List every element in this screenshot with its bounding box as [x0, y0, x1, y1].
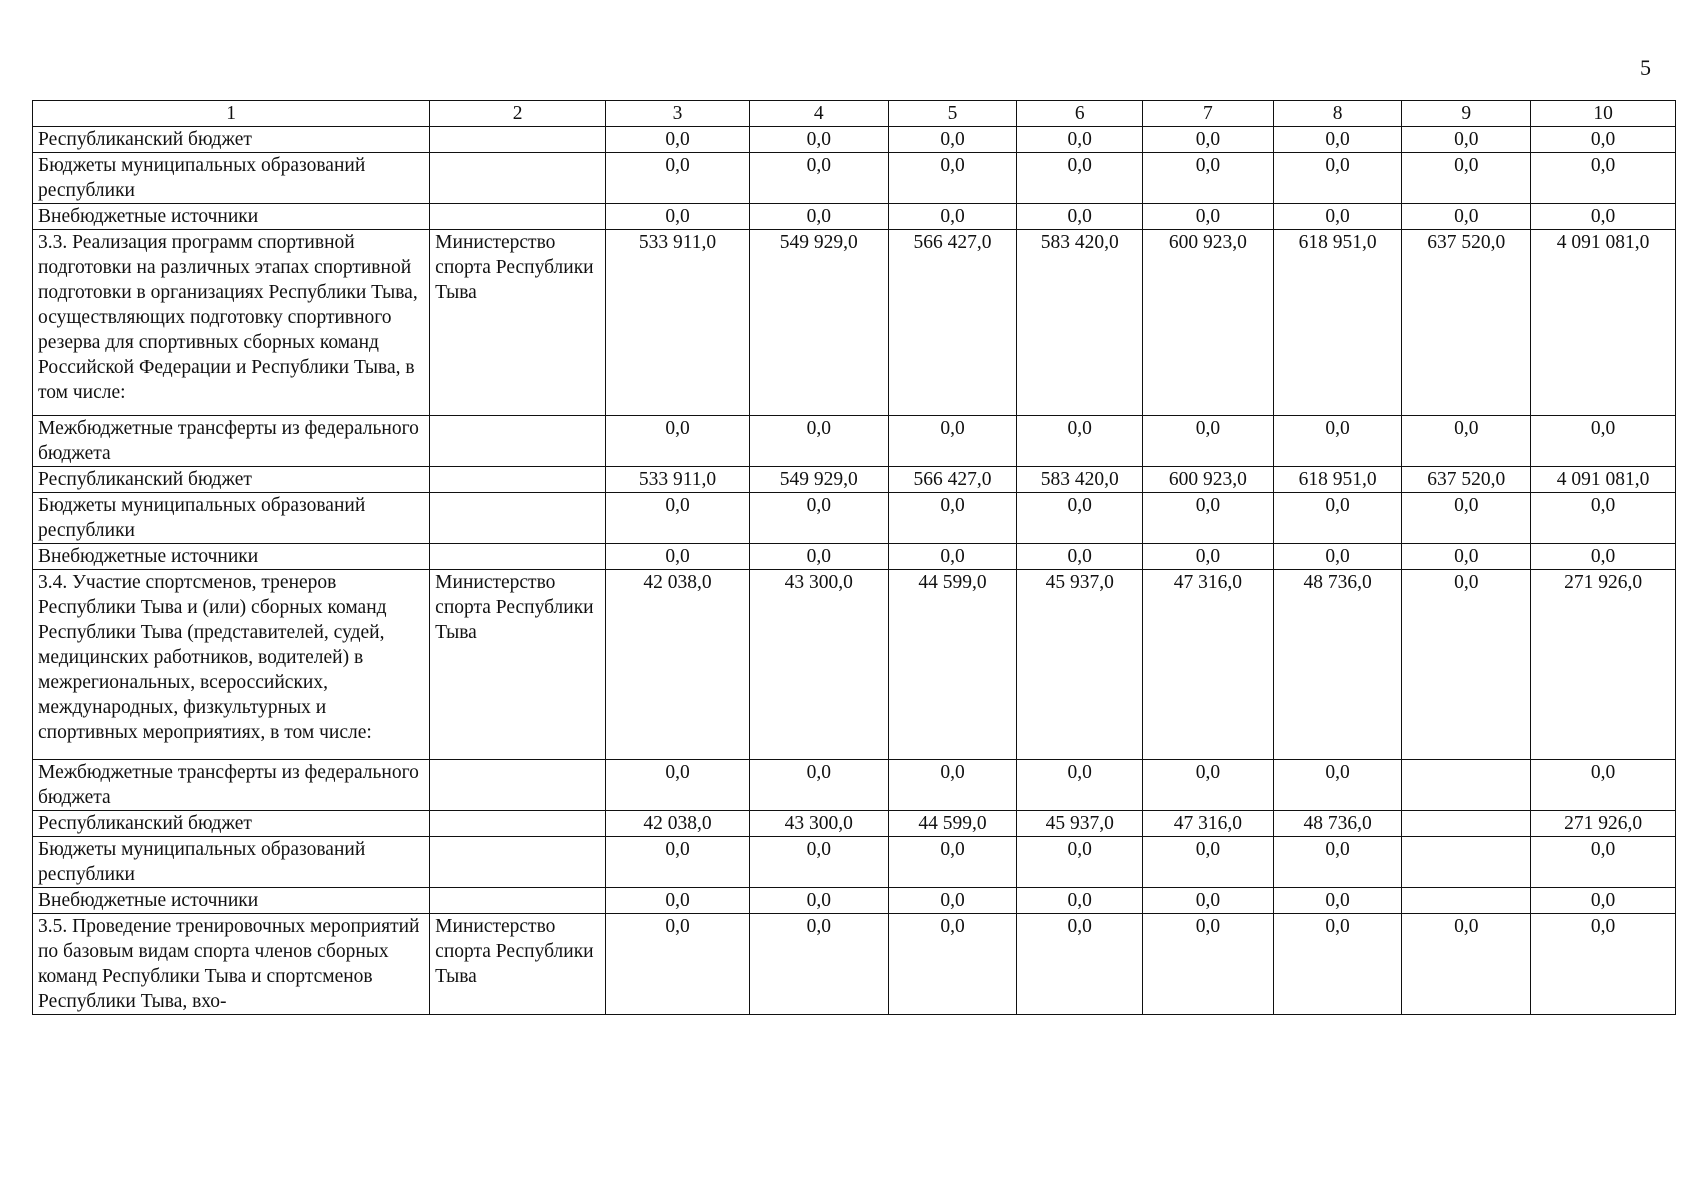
value-cell-col-3: 0,0	[606, 416, 750, 467]
row-label: Внебюджетные источники	[33, 544, 430, 570]
value-cell-col-4: 43 300,0	[749, 811, 888, 837]
value-cell-col-6: 45 937,0	[1017, 811, 1143, 837]
value-cell-col-10: 4 091 081,0	[1531, 230, 1676, 416]
page-number: 5	[1640, 55, 1651, 80]
value-cell-col-9: 0,0	[1402, 570, 1531, 760]
table-row	[33, 416, 1676, 467]
value-cell-col-7: 0,0	[1143, 127, 1274, 153]
value-cell-col-10: 271 926,0	[1531, 811, 1676, 837]
value-cell-col-8: 0,0	[1273, 493, 1402, 544]
table-row	[33, 544, 1676, 570]
value-cell-col-7: 0,0	[1143, 760, 1274, 811]
value-cell-col-3: 0,0	[606, 544, 750, 570]
responsible-executor: Министерство спорта Республики Тыва	[430, 230, 606, 416]
executor-cell-empty	[430, 204, 606, 230]
value-cell-col-5: 44 599,0	[888, 811, 1017, 837]
column-number-9: 9	[1402, 101, 1531, 127]
value-cell-col-10: 4 091 081,0	[1531, 467, 1676, 493]
value-cell-col-5: 0,0	[888, 493, 1017, 544]
value-cell-col-3: 0,0	[606, 837, 750, 888]
value-cell-col-7: 0,0	[1143, 837, 1274, 888]
value-cell-col-6: 45 937,0	[1017, 570, 1143, 760]
value-cell-col-7: 0,0	[1143, 493, 1274, 544]
row-label: 3.4. Участие спортсменов, тренеров Республики Тыва и (или) сборных команд Республики Тыва (представителей, судей, медицинских работников, водителей) в межрегиональных, всероссийских, международных, физкультурных и спортивных мероприятиях, в том числе:	[33, 570, 430, 760]
budget-table	[32, 100, 1676, 1015]
table-row	[33, 230, 1676, 416]
value-cell-col-6: 0,0	[1017, 914, 1143, 1015]
value-cell-col-8: 0,0	[1273, 416, 1402, 467]
executor-cell-empty	[430, 811, 606, 837]
table-body	[33, 101, 1676, 1015]
executor-cell-empty	[430, 888, 606, 914]
row-label: Внебюджетные источники	[33, 204, 430, 230]
value-cell-col-8: 618 951,0	[1273, 467, 1402, 493]
value-cell-col-5: 0,0	[888, 153, 1017, 204]
value-cell-col-3: 42 038,0	[606, 570, 750, 760]
executor-cell-empty	[430, 416, 606, 467]
value-cell-col-5: 0,0	[888, 914, 1017, 1015]
value-cell-col-8: 0,0	[1273, 837, 1402, 888]
value-cell-col-6: 0,0	[1017, 888, 1143, 914]
table-row	[33, 127, 1676, 153]
value-cell-col-6: 0,0	[1017, 493, 1143, 544]
table-row	[33, 760, 1676, 811]
value-cell-col-4: 549 929,0	[749, 467, 888, 493]
value-cell-col-4: 0,0	[749, 153, 888, 204]
row-label: 3.5. Проведение тренировочных мероприятий по базовым видам спорта членов сборных команд Республики Тыва и спортсменов Республики Тыва, вхо-	[33, 914, 430, 1015]
value-cell-col-8: 0,0	[1273, 127, 1402, 153]
value-cell-col-5: 0,0	[888, 204, 1017, 230]
value-cell-col-9: 0,0	[1402, 153, 1531, 204]
value-cell-col-9: 0,0	[1402, 204, 1531, 230]
value-cell-col-3: 0,0	[606, 888, 750, 914]
value-cell-col-9	[1402, 760, 1531, 811]
value-cell-col-10: 0,0	[1531, 127, 1676, 153]
row-label: Бюджеты муниципальных образований республики	[33, 837, 430, 888]
value-cell-col-5: 0,0	[888, 837, 1017, 888]
value-cell-col-3: 533 911,0	[606, 230, 750, 416]
value-cell-col-6: 583 420,0	[1017, 467, 1143, 493]
value-cell-col-4: 0,0	[749, 888, 888, 914]
row-label: Внебюджетные источники	[33, 888, 430, 914]
value-cell-col-4: 0,0	[749, 493, 888, 544]
value-cell-col-4: 0,0	[749, 127, 888, 153]
value-cell-col-7: 47 316,0	[1143, 570, 1274, 760]
value-cell-col-6: 0,0	[1017, 416, 1143, 467]
value-cell-col-6: 0,0	[1017, 127, 1143, 153]
column-number-8: 8	[1273, 101, 1402, 127]
column-number-1: 1	[33, 101, 430, 127]
column-number-10: 10	[1531, 101, 1676, 127]
value-cell-col-8: 0,0	[1273, 153, 1402, 204]
value-cell-col-5: 0,0	[888, 888, 1017, 914]
value-cell-col-5: 0,0	[888, 127, 1017, 153]
value-cell-col-9: 637 520,0	[1402, 467, 1531, 493]
value-cell-col-8: 0,0	[1273, 760, 1402, 811]
table-row	[33, 570, 1676, 760]
value-cell-col-3: 42 038,0	[606, 811, 750, 837]
value-cell-col-5: 0,0	[888, 544, 1017, 570]
row-label: Межбюджетные трансферты из федерального бюджета	[33, 760, 430, 811]
value-cell-col-3: 533 911,0	[606, 467, 750, 493]
value-cell-col-10: 0,0	[1531, 888, 1676, 914]
value-cell-col-8: 618 951,0	[1273, 230, 1402, 416]
table-row	[33, 914, 1676, 1015]
value-cell-col-7: 0,0	[1143, 914, 1274, 1015]
value-cell-col-3: 0,0	[606, 127, 750, 153]
value-cell-col-4: 43 300,0	[749, 570, 888, 760]
responsible-executor: Министерство спорта Республики Тыва	[430, 570, 606, 760]
column-number-6: 6	[1017, 101, 1143, 127]
executor-cell-empty	[430, 493, 606, 544]
value-cell-col-6: 0,0	[1017, 153, 1143, 204]
value-cell-col-3: 0,0	[606, 914, 750, 1015]
row-label: Республиканский бюджет	[33, 127, 430, 153]
table-row	[33, 811, 1676, 837]
value-cell-col-9: 0,0	[1402, 914, 1531, 1015]
value-cell-col-9	[1402, 811, 1531, 837]
table-row	[33, 204, 1676, 230]
value-cell-col-8: 48 736,0	[1273, 811, 1402, 837]
row-label: Республиканский бюджет	[33, 811, 430, 837]
value-cell-col-6: 0,0	[1017, 837, 1143, 888]
value-cell-col-5: 0,0	[888, 760, 1017, 811]
value-cell-col-4: 0,0	[749, 914, 888, 1015]
value-cell-col-5: 44 599,0	[888, 570, 1017, 760]
value-cell-col-3: 0,0	[606, 760, 750, 811]
table-row	[33, 837, 1676, 888]
row-label: 3.3. Реализация программ спортивной подготовки на различных этапах спортивной подготовки в организациях Республики Тыва, осуществляющих подготовку спортивного резерва для спортивных сборных команд Российской Федерации и Республики Тыва, в том числе:	[33, 230, 430, 416]
table-row	[33, 467, 1676, 493]
value-cell-col-7: 600 923,0	[1143, 230, 1274, 416]
value-cell-col-8: 0,0	[1273, 204, 1402, 230]
value-cell-col-6: 0,0	[1017, 204, 1143, 230]
value-cell-col-10: 0,0	[1531, 416, 1676, 467]
value-cell-col-10: 0,0	[1531, 493, 1676, 544]
value-cell-col-8: 0,0	[1273, 914, 1402, 1015]
value-cell-col-7: 0,0	[1143, 416, 1274, 467]
value-cell-col-10: 0,0	[1531, 544, 1676, 570]
value-cell-col-10: 271 926,0	[1531, 570, 1676, 760]
value-cell-col-8: 0,0	[1273, 544, 1402, 570]
value-cell-col-3: 0,0	[606, 153, 750, 204]
executor-cell-empty	[430, 153, 606, 204]
table-row	[33, 153, 1676, 204]
value-cell-col-6: 583 420,0	[1017, 230, 1143, 416]
value-cell-col-9: 0,0	[1402, 544, 1531, 570]
value-cell-col-4: 0,0	[749, 416, 888, 467]
value-cell-col-7: 0,0	[1143, 153, 1274, 204]
value-cell-col-3: 0,0	[606, 493, 750, 544]
row-label: Республиканский бюджет	[33, 467, 430, 493]
column-number-2: 2	[430, 101, 606, 127]
value-cell-col-8: 0,0	[1273, 888, 1402, 914]
value-cell-col-5: 566 427,0	[888, 467, 1017, 493]
column-number-5: 5	[888, 101, 1017, 127]
value-cell-col-9	[1402, 888, 1531, 914]
executor-cell-empty	[430, 760, 606, 811]
value-cell-col-4: 0,0	[749, 837, 888, 888]
value-cell-col-4: 0,0	[749, 544, 888, 570]
value-cell-col-9: 637 520,0	[1402, 230, 1531, 416]
row-label: Бюджеты муниципальных образований республики	[33, 153, 430, 204]
value-cell-col-9: 0,0	[1402, 416, 1531, 467]
value-cell-col-10: 0,0	[1531, 914, 1676, 1015]
value-cell-col-7: 600 923,0	[1143, 467, 1274, 493]
value-cell-col-6: 0,0	[1017, 760, 1143, 811]
responsible-executor: Министерство спорта Республики Тыва	[430, 914, 606, 1015]
value-cell-col-4: 0,0	[749, 760, 888, 811]
value-cell-col-5: 566 427,0	[888, 230, 1017, 416]
table-header-row	[33, 101, 1676, 127]
value-cell-col-10: 0,0	[1531, 153, 1676, 204]
value-cell-col-9: 0,0	[1402, 493, 1531, 544]
value-cell-col-10: 0,0	[1531, 760, 1676, 811]
value-cell-col-7: 0,0	[1143, 544, 1274, 570]
executor-cell-empty	[430, 127, 606, 153]
value-cell-col-9	[1402, 837, 1531, 888]
column-number-7: 7	[1143, 101, 1274, 127]
value-cell-col-7: 0,0	[1143, 204, 1274, 230]
table-row	[33, 888, 1676, 914]
column-number-4: 4	[749, 101, 888, 127]
value-cell-col-4: 549 929,0	[749, 230, 888, 416]
value-cell-col-4: 0,0	[749, 204, 888, 230]
row-label: Межбюджетные трансферты из федерального бюджета	[33, 416, 430, 467]
value-cell-col-5: 0,0	[888, 416, 1017, 467]
table-row	[33, 493, 1676, 544]
executor-cell-empty	[430, 544, 606, 570]
value-cell-col-7: 47 316,0	[1143, 811, 1274, 837]
value-cell-col-7: 0,0	[1143, 888, 1274, 914]
row-label: Бюджеты муниципальных образований республики	[33, 493, 430, 544]
value-cell-col-9: 0,0	[1402, 127, 1531, 153]
column-number-3: 3	[606, 101, 750, 127]
value-cell-col-6: 0,0	[1017, 544, 1143, 570]
value-cell-col-3: 0,0	[606, 204, 750, 230]
executor-cell-empty	[430, 467, 606, 493]
value-cell-col-8: 48 736,0	[1273, 570, 1402, 760]
value-cell-col-10: 0,0	[1531, 837, 1676, 888]
executor-cell-empty	[430, 837, 606, 888]
value-cell-col-10: 0,0	[1531, 204, 1676, 230]
